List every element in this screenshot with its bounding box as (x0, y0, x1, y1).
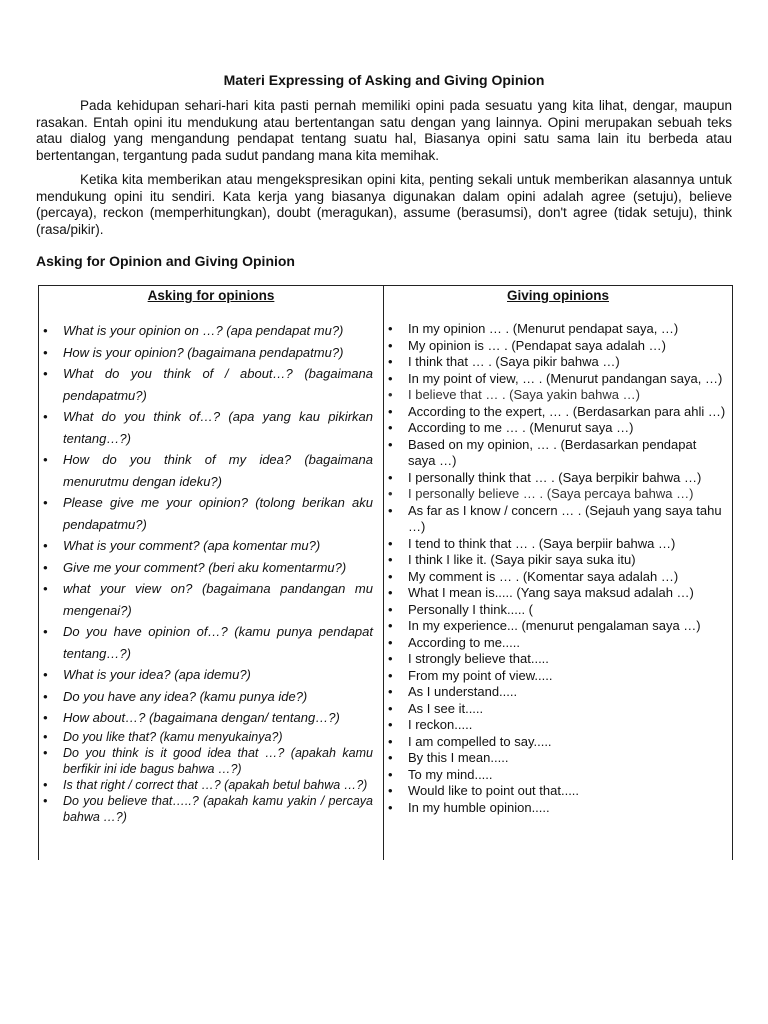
asking-item: • Do you have opinion of…? (kamu punya pendapat tentang…?) (39, 621, 373, 664)
asking-item: • What do you think of / about…? (bagaimana pendapatmu?) (39, 363, 373, 406)
asking-item: • What is your comment? (apa komentar mu?) (39, 535, 373, 557)
asking-column-header: Asking for opinions (147, 288, 275, 303)
giving-item: • Personally I think..... ( (384, 602, 726, 619)
giving-column-header: Giving opinions (507, 288, 609, 303)
giving-item: • Based on my opinion, … . (Berdasarkan pendapat saya …) (384, 437, 726, 470)
giving-item: • Would like to point out that..... (384, 783, 726, 800)
asking-item: • What is your opinion on …? (apa pendapat mu?) (39, 320, 373, 342)
paragraph-1-text: Pada kehidupan sehari-hari kita pasti pernah memiliki opini pada sesuatu yang kita lihat, dengar, maupun rasakan. Entah opini itu mendukung atau bertentangan satu dengan yang lainnya. Opini merupakan sebuah teks atau dialog yang mengandung pendapat tentang suatu hal, Biasanya opini satu sama lain itu berbeda atau bertentangan, tergantung pada sudut pandang mana kita memihak. (36, 98, 732, 163)
asking-item: • Give me your comment? (beri aku komentarmu?) (39, 557, 373, 579)
giving-item: • In my humble opinion..... (384, 800, 726, 817)
giving-item: • In my point of view, … . (Menurut pandangan saya, …) (384, 371, 726, 388)
document-title: Materi Expressing of Asking and Giving Opinion (223, 72, 545, 88)
asking-item: • How do you think of my idea? (bagaimana menurutmu dengan ideku?) (39, 449, 373, 492)
asking-item: • Do you think is it good idea that …? (apakah kamu berfikir ini ide bagus bahwa …?) (39, 745, 373, 777)
giving-item: • I strongly believe that..... (384, 651, 726, 668)
asking-item: • What do you think of…? (apa yang kau pikirkan tentang…?) (39, 406, 373, 449)
asking-item: • what your view on? (bagaimana pandangan mu mengenai?) (39, 578, 373, 621)
asking-list (39, 320, 373, 825)
giving-item: • I personally think that … . (Saya berpikir bahwa …) (384, 470, 726, 487)
opinion-table (38, 285, 733, 860)
giving-item: • I am compelled to say..... (384, 734, 726, 751)
asking-item: • How about…? (bagaimana dengan/ tentang…?) (39, 707, 373, 729)
giving-item: • I tend to think that … . (Saya berpiir bahwa …) (384, 536, 726, 553)
section-heading: Asking for Opinion and Giving Opinion (36, 253, 295, 269)
giving-item: • My opinion is … . (Pendapat saya adalah …) (384, 338, 726, 355)
asking-item: • Do you like that? (kamu menyukainya?) (39, 729, 373, 745)
asking-item: • Do you believe that…..? (apakah kamu yakin / percaya bahwa …?) (39, 793, 373, 825)
giving-item: • According to the expert, … . (Berdasarkan para ahli …) (384, 404, 726, 421)
giving-list (384, 321, 726, 816)
asking-item: • How is your opinion? (bagaimana pendapatmu?) (39, 342, 373, 364)
asking-item: • What is your idea? (apa idemu?) (39, 664, 373, 686)
asking-item: • Do you have any idea? (kamu punya ide?) (39, 686, 373, 708)
giving-item: • As I see it..... (384, 701, 726, 718)
giving-item: • By this I mean..... (384, 750, 726, 767)
paragraph-2-text: Ketika kita memberikan atau mengekspresikan opini kita, penting sekali untuk memberikan alasannya untuk mendukung opini itu sendiri. Kata kerja yang biasanya digunakan dalam opini adalah agree (setuju), believe (percaya), reckon (memperhitungkan), doubt (meragukan), assume (berasumsi), don't agree (tidak setuju), think (rasa/pikir). (36, 172, 732, 237)
giving-item: • My comment is … . (Komentar saya adalah …) (384, 569, 726, 586)
asking-item: • Is that right / correct that …? (apakah betul bahwa …?) (39, 777, 373, 793)
giving-item: • I reckon..... (384, 717, 726, 734)
giving-item: • I think that … . (Saya pikir bahwa …) (384, 354, 726, 371)
asking-item: • Please give me your opinion? (tolong berikan aku pendapatmu?) (39, 492, 373, 535)
intro-paragraph-1 (36, 98, 732, 164)
giving-item: • I think I like it. (Saya pikir saya suka itu) (384, 552, 726, 569)
giving-item: • From my point of view..... (384, 668, 726, 685)
giving-item: • I believe that … . (Saya yakin bahwa …) (384, 387, 726, 404)
giving-item: • As I understand..... (384, 684, 726, 701)
giving-item: • In my opinion … . (Menurut pendapat saya, …) (384, 321, 726, 338)
giving-item: • What I mean is..... (Yang saya maksud adalah …) (384, 585, 726, 602)
giving-item: • As far as I know / concern … . (Sejauh yang saya tahu …) (384, 503, 726, 536)
intro-paragraph-2 (36, 172, 732, 238)
giving-item: • I personally believe … . (Saya percaya bahwa …) (384, 486, 726, 503)
giving-item: • According to me … . (Menurut saya …) (384, 420, 726, 437)
giving-item: • To my mind..... (384, 767, 726, 784)
giving-item: • According to me..... (384, 635, 726, 652)
giving-item: • In my experience... (menurut pengalaman saya …) (384, 618, 726, 635)
